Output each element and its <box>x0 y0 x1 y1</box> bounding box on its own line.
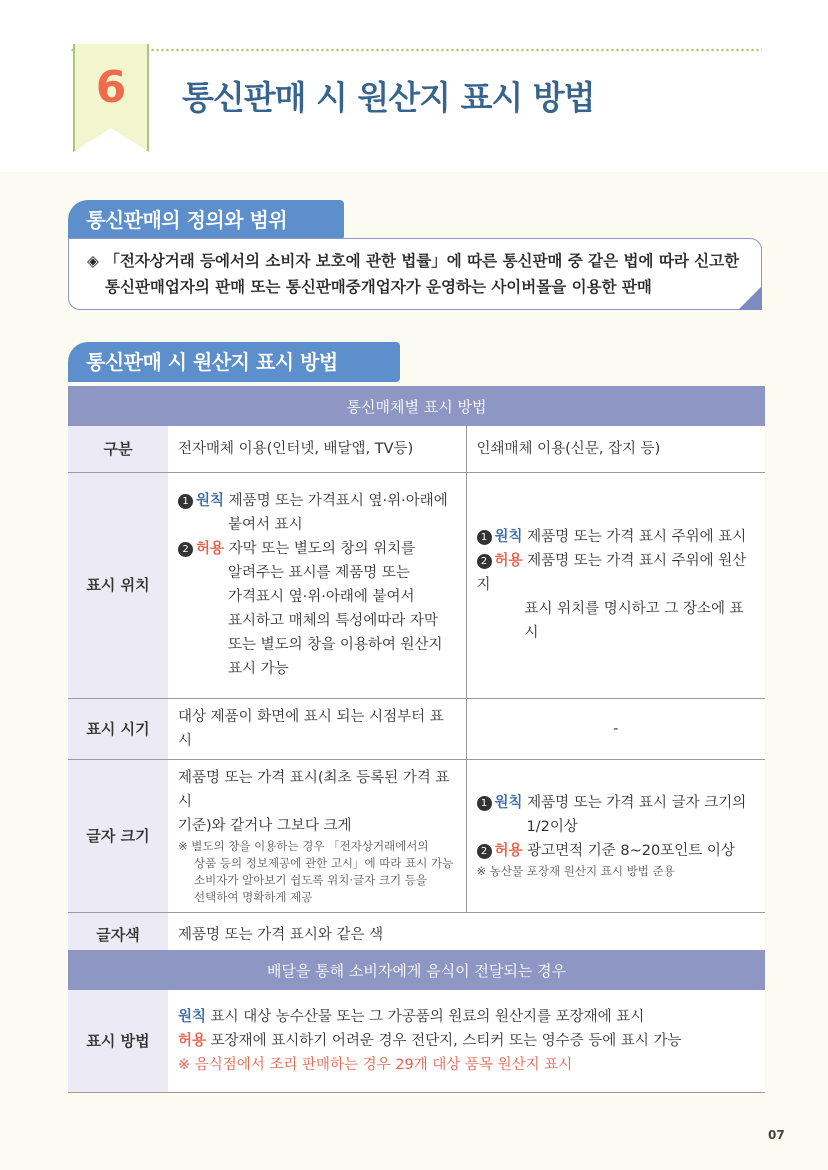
font-size-p-principle-1: 제품명 또는 가격 표시 글자 크기의 <box>527 795 747 811</box>
section-number: 6 <box>95 62 127 113</box>
allowed-label: 허용 <box>494 843 523 859</box>
delivery-table <box>68 950 765 1093</box>
position-e-principle-1: 제품명 또는 가격표시 옆·위·아래에 <box>228 493 448 509</box>
definition-heading: 통신판매의 정의와 범위 <box>68 200 344 240</box>
delivery-row-label: 표시 방법 <box>68 990 168 1092</box>
col-header-electronic: 전자매체 이용(인터넷, 배달앱, TV등) <box>168 426 466 472</box>
position-p-principle: 제품명 또는 가격 표시 주위에 표시 <box>527 529 747 545</box>
table-row <box>68 990 765 1092</box>
definition-box <box>68 238 762 310</box>
font-size-print-cell <box>466 759 765 912</box>
col-header-print: 인쇄매체 이용(신문, 잡지 등) <box>466 426 765 472</box>
col-header-category: 구분 <box>68 426 168 472</box>
delivery-allowed-text: 포장재에 표시하기 어려운 경우 전단지, 스티커 또는 영수증 등에 표시 가능 <box>210 1032 682 1049</box>
position-electronic-cell <box>168 472 466 698</box>
definition-line-1: ◈ 「전자상거래 등에서의 소비자 보호에 관한 법률」에 따른 통신판매 중 같은 법에 따라 신고한 <box>87 252 740 270</box>
position-e-allowed-3: 가격표시 옆·위·아래에 붙여서 <box>228 589 415 605</box>
principle-label: 원칙 <box>196 493 225 509</box>
position-print-cell <box>466 472 765 698</box>
font-size-p-note: ※ 농산물 포장재 원산지 표시 방법 준용 <box>476 864 675 878</box>
page-number: 07 <box>768 1128 785 1142</box>
principle-label: 원칙 <box>494 529 523 545</box>
dotted-divider <box>70 48 762 52</box>
font-size-e-note-2: 상품 등의 정보제공에 관한 고시」에 따라 표시 가능 <box>194 855 454 870</box>
page-title: 통신판매 시 원산지 표시 방법 <box>182 78 595 117</box>
table-row <box>68 759 765 912</box>
font-size-electronic-cell <box>168 759 466 912</box>
position-e-allowed-6: 표시 가능 <box>228 661 289 677</box>
color-text: 제품명 또는 가격 표시와 같은 색 <box>168 912 765 958</box>
row-label-font-size: 글자 크기 <box>68 759 168 912</box>
position-e-allowed-2: 알려주는 표시를 제품명 또는 <box>228 565 410 581</box>
font-size-e-text-1: 제품명 또는 가격 표시(최초 등록된 가격 표시 <box>178 769 450 810</box>
position-p-allowed-1: 제품명 또는 가격 표시 주위에 원산지 <box>476 553 747 593</box>
delivery-principle-text: 표시 대상 농수산물 또는 그 가공품의 원료의 원산지를 포장재에 표시 <box>210 1008 645 1025</box>
principle-label: 원칙 <box>494 795 523 811</box>
delivery-content-cell <box>168 990 765 1092</box>
timing-print: - <box>466 698 765 759</box>
position-e-allowed-4: 표시하고 매체의 특성에따라 자막 <box>228 613 438 629</box>
number-two-icon: 2 <box>178 542 193 557</box>
number-one-icon: 1 <box>178 494 193 509</box>
position-e-principle-2: 붙여서 표시 <box>228 517 303 533</box>
table-row <box>68 698 765 759</box>
number-one-icon: 1 <box>477 530 492 545</box>
delivery-table-title: 배달을 통해 소비자에게 음식이 전달되는 경우 <box>68 950 765 990</box>
principle-label: 원칙 <box>178 1008 207 1025</box>
row-label-timing: 표시 시기 <box>68 698 168 759</box>
table-row <box>68 472 765 698</box>
media-method-table <box>68 386 765 959</box>
row-label-color: 글자색 <box>68 912 168 958</box>
timing-electronic: 대상 제품이 화면에 표시 되는 시점부터 표시 <box>168 698 466 759</box>
allowed-label: 허용 <box>494 553 523 569</box>
number-two-icon: 2 <box>477 554 492 569</box>
font-size-e-note-4: 선택하여 명확하게 제공 <box>194 889 313 904</box>
font-size-e-text-2: 기준)와 같거나 그보다 크게 <box>178 817 352 834</box>
position-p-allowed-2: 표시 위치를 명시하고 그 장소에 표시 <box>524 601 744 641</box>
number-one-icon: 1 <box>477 796 492 811</box>
font-size-e-note-1: ※ 별도의 창을 이용하는 경우 「전자상거래에서의 <box>178 838 429 853</box>
delivery-note: ※ 음식점에서 조리 판매하는 경우 29개 대상 품목 원산지 표시 <box>178 1056 573 1073</box>
number-two-icon: 2 <box>477 844 492 859</box>
allowed-label: 허용 <box>196 541 225 557</box>
method-heading: 통신판매 시 원산지 표시 방법 <box>68 342 400 382</box>
allowed-label: 허용 <box>178 1032 207 1049</box>
position-e-allowed-5: 또는 별도의 창을 이용하여 원산지 <box>228 637 443 653</box>
font-size-p-allowed: 광고면적 기준 8~20포인트 이상 <box>527 843 735 859</box>
table-title: 통신매체별 표시 방법 <box>68 386 765 426</box>
definition-line-2: 통신판매업자의 판매 또는 통신판매중개업자가 운영하는 사이버몰을 이용한 판매 <box>105 278 652 296</box>
row-label-position: 표시 위치 <box>68 472 168 698</box>
font-size-e-note-3: 소비자가 알아보기 쉽도록 위치·글자 크기 등을 <box>194 872 428 887</box>
font-size-p-principle-2: 1/2이상 <box>526 819 578 835</box>
position-e-allowed-1: 자막 또는 별도의 창의 위치를 <box>228 541 416 557</box>
